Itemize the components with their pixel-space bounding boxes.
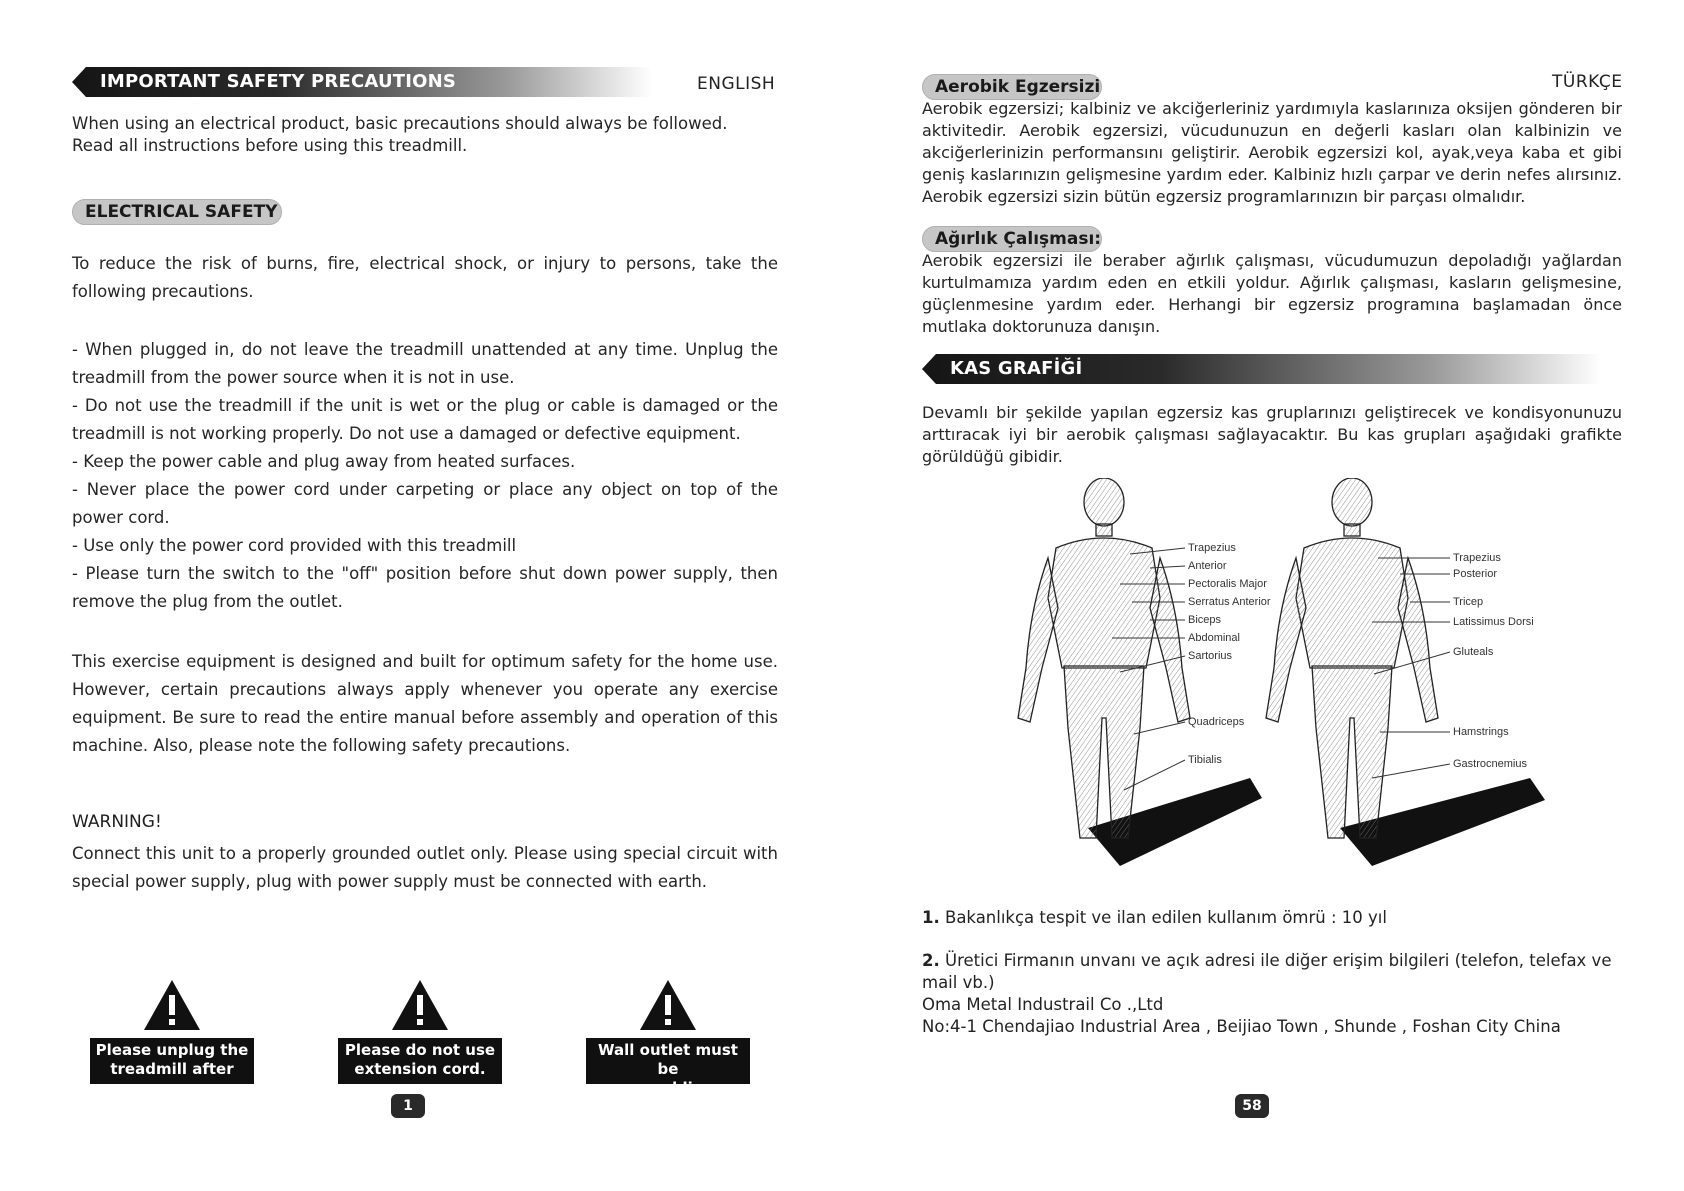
safety-header-title: IMPORTANT SAFETY PRECAUTIONS <box>100 71 457 92</box>
warning-ground-line <box>586 978 750 1097</box>
page-number-left: 1 <box>391 1094 425 1118</box>
footer-item-1 <box>922 907 1622 929</box>
language-label-turkish: TÜRKÇE <box>1552 72 1623 92</box>
company-address: No:4-1 Chendajiao Industrial Area , Beijiao Town , Shunde , Foshan City China <box>922 1017 1561 1036</box>
muscle-label: Trapezius <box>1453 552 1501 564</box>
safety-bullet: - Use only the power cord provided with this treadmill <box>72 536 517 555</box>
warning-caption: Please do not use extension cord. <box>338 1038 502 1084</box>
safety-bullet: - When plugged in, do not leave the treadmill unattended at any time. Unplug the treadmill from the power source when it is not in use. <box>72 340 778 387</box>
safety-paragraph: This exercise equipment is designed and built for optimum safety for the home use. However, certain precautions always apply whenever you operate any exercise equipment. Be sure to read the entire manual before assembly and operation of this machine. Also, please note the following safety precautions. <box>72 652 778 755</box>
footer-item-2 <box>922 950 1622 1038</box>
intro-line-1: When using an electrical product, basic precautions should always be followed. <box>72 114 728 133</box>
safety-bullet: - Never place the power cord under carpeting or place any object on top of the power cord. <box>72 480 778 527</box>
muscle-label: Quadriceps <box>1188 716 1245 728</box>
safety-header-banner <box>72 67 652 97</box>
muscle-label: Posterior <box>1453 568 1498 580</box>
aerobic-heading: Aerobik Egzersizi <box>922 74 1102 100</box>
muscle-label: Tibialis <box>1188 754 1222 766</box>
warning-triangle-icon <box>142 978 202 1032</box>
warning-title: WARNING! <box>72 812 162 832</box>
warning-caption: Please unplug the treadmill after use. <box>90 1038 254 1084</box>
warning-text: Connect this unit to a properly grounded outlet only. Please using special circuit with special power supply, plug with power supply must be connected with earth. <box>72 844 778 891</box>
weight-training-heading: Ağırlık Çalışması: <box>922 226 1102 252</box>
intro-text <box>72 113 778 157</box>
aerobic-text: Aerobik egzersizi; kalbiniz ve akciğerleriniz yardımıyla kaslarınıza oksijen gönderen bir aktivitedir. Aerobik egzersizi, vücudunuzun en değerli kasları olan kalbinizin ve akciğerlerinizin performansını geliştirir. Aerobik egzersizi kol, ayak,veya kaba et gibi geniş kaslarınızın gelişmesine yardım eder. Kalbiniz hızlı çarpar ve derin nefes alırsınız. Aerobik egzersizi sizin bütün egzersiz programlarınızın bir parçası olmalıdır. <box>922 99 1622 206</box>
muscle-label: Gastrocnemius <box>1453 758 1527 770</box>
service-life-text: Bakanlıkça tespit ve ilan edilen kullanım ömrü : 10 yıl <box>945 908 1387 927</box>
footer-item-number: 1. <box>922 908 940 927</box>
electrical-intro: To reduce the risk of burns, fire, electrical shock, or injury to persons, take the following precautions. <box>72 254 778 301</box>
warning-extension-cord <box>338 978 502 1084</box>
muscle-label: Trapezius <box>1188 542 1236 554</box>
muscle-label: Hamstrings <box>1453 726 1509 738</box>
muscle-chart-banner <box>922 354 1602 384</box>
back-muscle-labels <box>1453 552 1534 770</box>
warning-triangle-icon <box>638 978 698 1032</box>
front-body-figure <box>1018 478 1190 838</box>
language-label-english: ENGLISH <box>697 74 776 94</box>
safety-bullet: - Keep the power cable and plug away from heated surfaces. <box>72 452 576 471</box>
weight-training-text: Aerobik egzersizi ile beraber ağırlık çalışması, vücudumuzun depoladığı yağlardan kurtulmamıza yardım eden en etkili yoldur. Ağırlık çalışması, kasların gelişmesine, güçlenmesine yardım eder. Herhangi bir egzersiz programına başlamadan önce mutlaka doktorunuza danışın. <box>922 251 1622 336</box>
page-number-right: 58 <box>1235 1094 1269 1118</box>
muscle-label: Anterior <box>1188 560 1227 572</box>
muscle-label: Gluteals <box>1453 646 1494 658</box>
muscle-label: Tricep <box>1453 596 1484 608</box>
front-muscle-labels <box>1188 542 1271 766</box>
muscle-label: Abdominal <box>1188 632 1240 644</box>
safety-bullet: - Do not use the treadmill if the unit is wet or the plug or cable is damaged or the treadmill is not working properly. Do not use a damaged or defective equipment. <box>72 396 778 443</box>
muscle-chart-figure <box>1000 478 1560 878</box>
muscle-label: Sartorius <box>1188 650 1233 662</box>
footer-item-number: 2. <box>922 951 940 970</box>
muscle-chart-intro: Devamlı bir şekilde yapılan egzersiz kas gruplarınızı geliştirecek ve kondisyonunuzu arttıracak iyi bir aerobik çalışması sağlayacaktır. Bu kas grupları aşağıdaki grafikte görüldüğü gibidir. <box>922 403 1622 466</box>
intro-line-2: Read all instructions before using this treadmill. <box>72 136 468 155</box>
electrical-safety-heading: ELECTRICAL SAFETY <box>72 199 282 225</box>
muscle-label: Biceps <box>1188 614 1222 626</box>
muscle-label: Pectoralis Major <box>1188 578 1267 590</box>
safety-bullet-list <box>72 336 778 616</box>
company-name: Oma Metal Industrail Co .,Ltd <box>922 995 1164 1014</box>
muscle-label: Latissimus Dorsi <box>1453 616 1534 628</box>
manufacturer-info-text: Üretici Firmanın unvanı ve açık adresi ile diğer erişim bilgileri (telefon, telefax ve mail vb.) <box>922 951 1612 992</box>
muscle-label: Serratus Anterior <box>1188 596 1271 608</box>
safety-bullet: - Please turn the switch to the "off" position before shut down power supply, then remove the plug from the outlet. <box>72 564 778 611</box>
warning-unplug <box>90 978 254 1097</box>
back-body-figure <box>1266 478 1438 838</box>
warning-caption: Wall outlet must be ground line. <box>586 1038 750 1084</box>
warning-triangle-icon <box>390 978 450 1032</box>
muscle-chart-title: KAS GRAFİĞİ <box>950 358 1083 379</box>
